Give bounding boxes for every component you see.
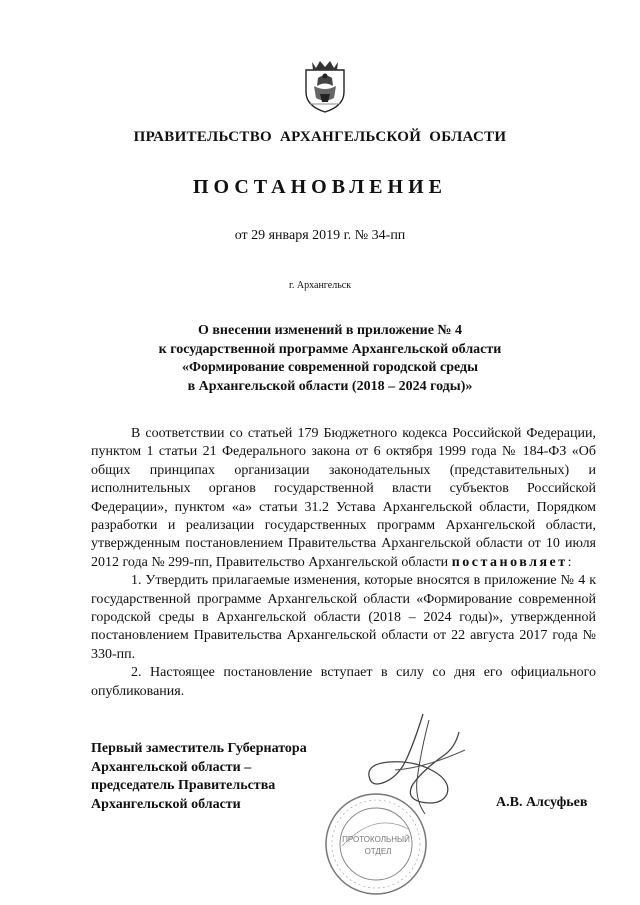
official-stamp (322, 790, 430, 898)
clause-2: 2. Настоящее постановление вступает в силу со дня его официального опубликования. (91, 665, 596, 699)
title-line: «Формирование современной городской среды (181, 360, 479, 375)
signer-position-line: Первый заместитель Губернатора (91, 741, 307, 756)
coat-of-arms-icon (300, 56, 350, 114)
title-line: к государственной программе Архангельской области (158, 341, 502, 357)
svg-text:ПРОТОКОЛЬНЫЙ: ПРОТОКОЛЬНЫЙ (342, 835, 410, 844)
signer-name: А.В. Алсуфьев (496, 795, 588, 810)
decree-word: постановляет (451, 554, 568, 570)
preamble-text: В соответствии со статьей 179 Бюджетного кодекса Российской Федерации, пунктом 1 статьи 21 Федерального закона от 6 октября 1999 года № 184-ФЗ «Об общих принципах организации законодательных (представительных) и исполнительных органов государственной власти субъектов Российской Федерации», пунктом «а» статьи 31.2 Устава Архангельской области, Порядком разработки и реализации государственных программ Архангельской области, утвержденным постановлением Правительства Архангельской области от 10 июля 2012 года № 299-пп, Правительство Архангельской области (91, 426, 596, 570)
government-name: ПРАВИТЕЛЬСТВО АРХАНГЕЛЬСКОЙ ОБЛАСТИ (133, 129, 507, 145)
signer-position (91, 740, 351, 814)
document-title (90, 322, 570, 396)
signer-position-line: председатель Правительства (91, 778, 276, 793)
signer-position-line: Архангельской области – (91, 759, 252, 775)
signer-position-line: Архангельской области (91, 796, 241, 812)
clause-1: 1. Утвердить прилагаемые изменения, которые вносятся в приложение № 4 к государственной программе Архангельской области «Формирование современной городской среды в Архангельской области (2018 – 2024 годы)», утвержденной постановлением Правительства Архангельской области от 22 августа 2017 года № 330-пп. (91, 573, 596, 662)
document-type: ПОСТАНОВЛЕНИЕ (193, 176, 447, 198)
document-body (91, 425, 596, 701)
document-place: г. Архангельск (288, 280, 352, 291)
decree-colon: : (567, 554, 572, 570)
document-date-number: от 29 января 2019 г. № 34-пп (234, 228, 406, 243)
title-line: О внесении изменений в приложение № 4 (197, 323, 462, 338)
svg-text:ОТДЕЛ: ОТДЕЛ (364, 847, 392, 856)
preamble-paragraph (91, 425, 596, 572)
title-line: в Архангельской области (2018 – 2024 годы)» (187, 378, 473, 394)
